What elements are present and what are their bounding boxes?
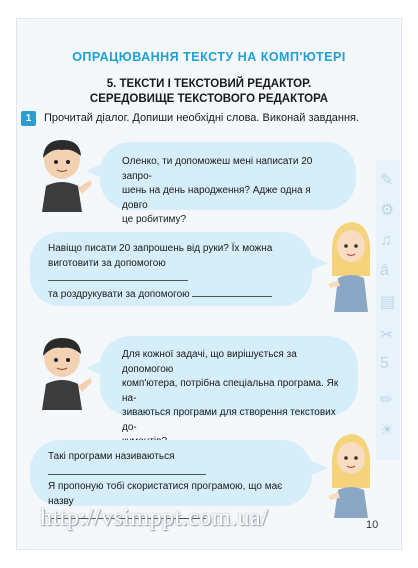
girl-character-icon [326,430,376,518]
girl-character-icon [326,218,376,312]
task-number-badge: 1 [21,111,36,126]
speech-bubble-tail [310,460,328,476]
lesson-title-line2: СЕРЕДОВИЩЕ ТЕКСТОВОГО РЕДАКТОРА [89,93,329,105]
bubble-line-with-blank [48,257,298,287]
music-note-icon: ♫ [380,232,392,249]
tool-icon: ✂ [380,327,394,344]
bubble-line-with-blank [48,287,298,303]
speech-bubble-boy-2 [100,336,358,433]
boy-character-icon [32,136,92,212]
lamp-icon: ☀ [380,422,395,439]
speech-bubble-tail [310,255,328,271]
gear-icon: ⚙ [380,202,395,219]
lesson-title-line1: 5. ТЕКСТИ І ТЕКСТОВИЙ РЕДАКТОР. [106,78,312,90]
pencil-icon: ✎ [380,172,394,189]
page-number: 10 [366,519,379,531]
answer-blank-line[interactable] [48,465,206,475]
bubble-text: Такі програми називаються [48,451,175,462]
bubble-text: та роздрукувати за допомогою [48,288,190,300]
bubble-text: виготовити за допомогою [48,257,166,269]
speech-bubble-boy-1 [100,142,356,225]
bubble-text-line: це робитиму? [122,214,187,225]
watermark-url: http://vsimppt.com.ua/ [40,505,269,531]
bubble-text-line: Оленко, ти допоможеш мені написати 20 запро- [122,156,313,182]
bubble-text-line: комп'ютера, потрібна спеціальна програма. Як на- [122,378,339,404]
task-instruction: Прочитай діалог. Допиши необхідні слова. Виконай завдання. [44,112,360,124]
pencil-icon: ✏ [380,392,394,409]
book-icon: ▤ [380,294,396,311]
bubble-text-line: зиваються програми для створення текстових до- [122,407,336,433]
bubble-line-with-blank [48,450,298,480]
speech-bubble-girl-2 [30,440,312,506]
bubble-text-line: Для кожної задачі, що вирішується за допомогою [122,349,297,375]
section-title: ОПРАЦЮВАННЯ ТЕКСТУ НА КОМП'ЮТЕРІ [72,50,346,64]
answer-blank-line[interactable] [192,287,272,297]
letter-a-icon: ā [380,262,389,279]
bubble-text-line: Навіщо писати 20 запрошень від руки? Їх можна [48,243,273,254]
bubble-text-line: Я пропоную тобі скористатися програмою, що має назву [48,481,283,507]
boy-character-icon [32,334,92,410]
bubble-text-line: шень на день народження? Адже одна я довго [122,185,311,211]
speech-bubble-girl-1 [30,232,312,306]
answer-blank-line[interactable] [48,271,188,281]
number-five-icon: 5 [380,355,389,372]
